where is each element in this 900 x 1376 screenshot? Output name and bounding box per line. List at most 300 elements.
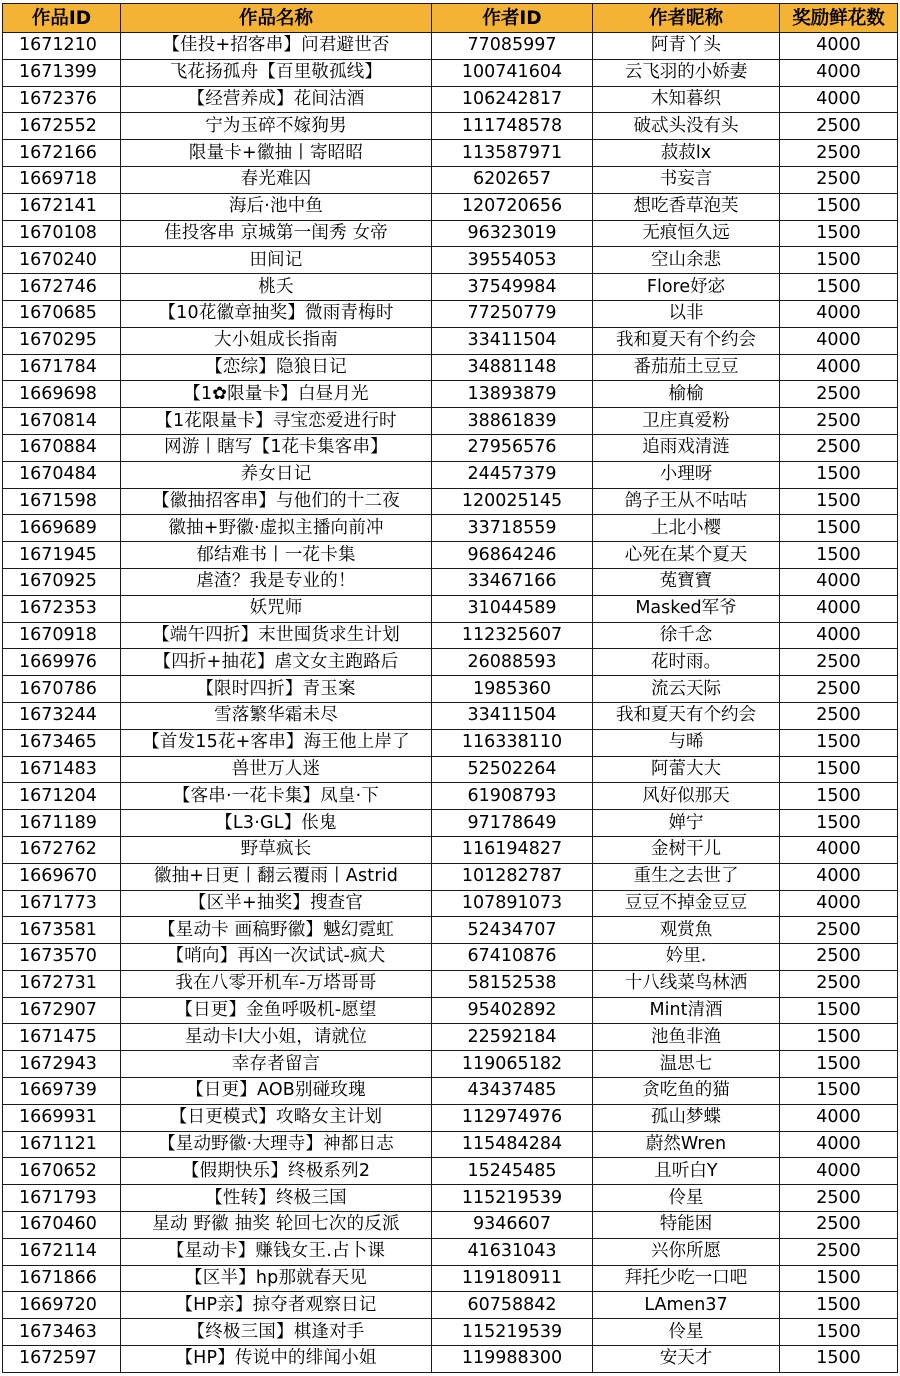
reward-cell: 4000 xyxy=(780,836,898,863)
reward-cell: 1500 xyxy=(780,1024,898,1051)
reward-cell: 2500 xyxy=(780,1238,898,1265)
reward-cell: 4000 xyxy=(780,354,898,381)
author-name-cell: 且听白Y xyxy=(593,1158,780,1185)
work-id-cell: 1671399 xyxy=(3,59,121,86)
author-id-cell: 106242817 xyxy=(432,86,593,113)
table-row xyxy=(3,1131,898,1158)
author-name-cell: 阿青丫头 xyxy=(593,33,780,60)
reward-cell: 1500 xyxy=(780,542,898,569)
work-title-cell: 网游丨瞎写【1花卡集客串】 xyxy=(121,434,432,461)
work-title-cell: 【日更】AOB别碰玫瑰 xyxy=(121,1078,432,1105)
work-title-cell: 虐渣？我是专业的！ xyxy=(121,568,432,595)
author-name-cell: 追雨戏清涟 xyxy=(593,434,780,461)
work-id-cell: 1672597 xyxy=(3,1346,121,1373)
table-row xyxy=(3,1212,898,1239)
work-id-cell: 1669931 xyxy=(3,1104,121,1131)
reward-table xyxy=(2,3,898,1373)
work-id-cell: 1671204 xyxy=(3,783,121,810)
table-row xyxy=(3,59,898,86)
author-name-cell: 无痕恒久远 xyxy=(593,220,780,247)
work-id-cell: 1670295 xyxy=(3,327,121,354)
author-name-cell: 伶星 xyxy=(593,1185,780,1212)
table-header xyxy=(3,4,898,33)
reward-cell: 1500 xyxy=(780,220,898,247)
table-row xyxy=(3,381,898,408)
reward-cell: 4000 xyxy=(780,59,898,86)
work-title-cell: 大小姐成长指南 xyxy=(121,327,432,354)
reward-cell: 4000 xyxy=(780,327,898,354)
reward-cell: 4000 xyxy=(780,300,898,327)
work-title-cell: 徽抽+日更丨翻云覆雨丨Astrid xyxy=(121,863,432,890)
work-title-cell: 桃夭 xyxy=(121,274,432,301)
table-row xyxy=(3,863,898,890)
reward-cell: 2500 xyxy=(780,434,898,461)
table-row xyxy=(3,1024,898,1051)
reward-cell: 2500 xyxy=(780,917,898,944)
work-id-cell: 1670652 xyxy=(3,1158,121,1185)
reward-cell: 4000 xyxy=(780,1104,898,1131)
author-name-cell: 特能困 xyxy=(593,1212,780,1239)
author-name-cell: 云飞羽的小娇妻 xyxy=(593,59,780,86)
author-name-cell: 我和夏天有个约会 xyxy=(593,327,780,354)
table-row xyxy=(3,408,898,435)
work-title-cell: 【区半】hp那就春天见 xyxy=(121,1265,432,1292)
reward-cell: 2500 xyxy=(780,1185,898,1212)
table-row xyxy=(3,595,898,622)
table-row xyxy=(3,1292,898,1319)
work-id-cell: 1672907 xyxy=(3,997,121,1024)
reward-cell: 1500 xyxy=(780,247,898,274)
table-row xyxy=(3,33,898,60)
author-name-cell: 榆榆 xyxy=(593,381,780,408)
reward-cell: 2500 xyxy=(780,702,898,729)
author-id-cell: 119988300 xyxy=(432,1346,593,1373)
work-title-cell: 【星动卡】赚钱女王.占卜课 xyxy=(121,1238,432,1265)
work-title-cell: 田间记 xyxy=(121,247,432,274)
work-id-cell: 1671773 xyxy=(3,890,121,917)
work-title-cell: 妖咒师 xyxy=(121,595,432,622)
author-id-cell: 116194827 xyxy=(432,836,593,863)
author-name-cell: 鸽子王从不咕咕 xyxy=(593,488,780,515)
author-name-cell: Mint清酒 xyxy=(593,997,780,1024)
author-name-cell: Flore妤宓 xyxy=(593,274,780,301)
reward-cell: 1500 xyxy=(780,515,898,542)
table-row xyxy=(3,997,898,1024)
work-id-cell: 1671121 xyxy=(3,1131,121,1158)
author-id-cell: 33411504 xyxy=(432,702,593,729)
author-name-cell: 妗里. xyxy=(593,944,780,971)
table-row xyxy=(3,166,898,193)
work-title-cell: 【HP亲】掠夺者观察日记 xyxy=(121,1292,432,1319)
author-id-cell: 43437485 xyxy=(432,1078,593,1105)
table-row xyxy=(3,702,898,729)
work-id-cell: 1669976 xyxy=(3,649,121,676)
table-row xyxy=(3,542,898,569)
reward-cell: 1500 xyxy=(780,1078,898,1105)
work-title-cell: 【佳投+招客串】问君避世否 xyxy=(121,33,432,60)
work-id-cell: 1671475 xyxy=(3,1024,121,1051)
table-row xyxy=(3,836,898,863)
work-id-cell: 1669698 xyxy=(3,381,121,408)
work-id-cell: 1670240 xyxy=(3,247,121,274)
work-id-cell: 1670786 xyxy=(3,676,121,703)
work-title-cell: 【恋综】隐狼日记 xyxy=(121,354,432,381)
reward-cell: 1500 xyxy=(780,274,898,301)
table-row xyxy=(3,783,898,810)
work-title-cell: 春光难囚 xyxy=(121,166,432,193)
table-row xyxy=(3,568,898,595)
author-name-cell: 重生之去世了 xyxy=(593,863,780,890)
work-id-cell: 1673570 xyxy=(3,944,121,971)
work-title-cell: 【日更】金鱼呼吸机-愿望 xyxy=(121,997,432,1024)
work-id-cell: 1672376 xyxy=(3,86,121,113)
author-name-cell: 蔚然Wren xyxy=(593,1131,780,1158)
author-id-cell: 15245485 xyxy=(432,1158,593,1185)
author-name-cell: 书妄言 xyxy=(593,166,780,193)
work-title-cell: 【限时四折】青玉案 xyxy=(121,676,432,703)
author-name-cell: 小理呀 xyxy=(593,461,780,488)
reward-cell: 4000 xyxy=(780,1158,898,1185)
work-title-cell: 【哨向】再凶一次试试-疯犬 xyxy=(121,944,432,971)
work-title-cell: 【L3·GL】伥鬼 xyxy=(121,810,432,837)
author-name-cell: 安天才 xyxy=(593,1346,780,1373)
table-row xyxy=(3,649,898,676)
author-name-cell: 空山余悲 xyxy=(593,247,780,274)
author-id-cell: 96323019 xyxy=(432,220,593,247)
author-id-cell: 27956576 xyxy=(432,434,593,461)
author-id-cell: 100741604 xyxy=(432,59,593,86)
work-id-cell: 1671483 xyxy=(3,756,121,783)
reward-cell: 2500 xyxy=(780,970,898,997)
table-row xyxy=(3,247,898,274)
table-row xyxy=(3,676,898,703)
author-id-cell: 77250779 xyxy=(432,300,593,327)
table-row xyxy=(3,1051,898,1078)
author-name-cell: 兴你所愿 xyxy=(593,1238,780,1265)
work-id-cell: 1672762 xyxy=(3,836,121,863)
reward-cell: 1500 xyxy=(780,461,898,488)
reward-cell: 1500 xyxy=(780,783,898,810)
work-title-cell: 【日更模式】攻略女主计划 xyxy=(121,1104,432,1131)
work-title-cell: 【端午四折】末世囤货求生计划 xyxy=(121,622,432,649)
author-id-cell: 26088593 xyxy=(432,649,593,676)
author-id-cell: 119065182 xyxy=(432,1051,593,1078)
table-row xyxy=(3,300,898,327)
work-title-cell: 郁结难书丨一花卡集 xyxy=(121,542,432,569)
reward-cell: 2500 xyxy=(780,381,898,408)
table-row xyxy=(3,434,898,461)
author-name-cell: 十八线菜鸟林洒 xyxy=(593,970,780,997)
reward-cell: 1500 xyxy=(780,1292,898,1319)
author-id-cell: 101282787 xyxy=(432,863,593,890)
work-id-cell: 1671945 xyxy=(3,542,121,569)
author-name-cell: Masked军爷 xyxy=(593,595,780,622)
author-id-cell: 116338110 xyxy=(432,729,593,756)
work-id-cell: 1671598 xyxy=(3,488,121,515)
work-id-cell: 1670884 xyxy=(3,434,121,461)
reward-cell: 1500 xyxy=(780,1346,898,1373)
work-id-cell: 1672943 xyxy=(3,1051,121,1078)
author-id-cell: 115484284 xyxy=(432,1131,593,1158)
table-row xyxy=(3,1346,898,1373)
author-id-cell: 33718559 xyxy=(432,515,593,542)
reward-cell: 4000 xyxy=(780,595,898,622)
work-title-cell: 【终极三国】棋逢对手 xyxy=(121,1319,432,1346)
author-name-cell: 卫庄真爱粉 xyxy=(593,408,780,435)
table-row xyxy=(3,622,898,649)
work-title-cell: 【四折+抽花】虐文女主跑路后 xyxy=(121,649,432,676)
author-name-cell: 池鱼非渔 xyxy=(593,1024,780,1051)
work-id-cell: 1670685 xyxy=(3,300,121,327)
author-id-cell: 61908793 xyxy=(432,783,593,810)
work-id-cell: 1671866 xyxy=(3,1265,121,1292)
table-row xyxy=(3,354,898,381)
author-id-cell: 9346607 xyxy=(432,1212,593,1239)
work-title-cell: 【区半+抽奖】搜查官 xyxy=(121,890,432,917)
work-title-cell: 我在八零开机车-万塔哥哥 xyxy=(121,970,432,997)
table-row xyxy=(3,140,898,167)
author-id-cell: 120025145 xyxy=(432,488,593,515)
author-id-cell: 107891073 xyxy=(432,890,593,917)
work-id-cell: 1672731 xyxy=(3,970,121,997)
work-title-cell: 【经营养成】花间沽酒 xyxy=(121,86,432,113)
table-row xyxy=(3,944,898,971)
author-id-cell: 33411504 xyxy=(432,327,593,354)
reward-cell: 1500 xyxy=(780,756,898,783)
work-title-cell: 野草疯长 xyxy=(121,836,432,863)
table-row xyxy=(3,1265,898,1292)
table-body xyxy=(3,33,898,1373)
header-work-id: 作品ID xyxy=(3,4,121,33)
work-title-cell: 兽世万人迷 xyxy=(121,756,432,783)
work-title-cell: 星动卡l大小姐，请就位 xyxy=(121,1024,432,1051)
author-id-cell: 31044589 xyxy=(432,595,593,622)
work-id-cell: 1669718 xyxy=(3,166,121,193)
work-id-cell: 1670918 xyxy=(3,622,121,649)
work-title-cell: 【性转】终极三国 xyxy=(121,1185,432,1212)
table-row xyxy=(3,488,898,515)
work-title-cell: 宁为玉碎不嫁狗男 xyxy=(121,113,432,140)
author-name-cell: 拜托少吃一口吧 xyxy=(593,1265,780,1292)
table-row xyxy=(3,327,898,354)
author-id-cell: 95402892 xyxy=(432,997,593,1024)
work-title-cell: 【1✿限量卡】白昼月光 xyxy=(121,381,432,408)
author-name-cell: 想吃香草泡芙 xyxy=(593,193,780,220)
work-id-cell: 1672141 xyxy=(3,193,121,220)
table-row xyxy=(3,970,898,997)
author-id-cell: 34881148 xyxy=(432,354,593,381)
table-row xyxy=(3,1104,898,1131)
author-id-cell: 13893879 xyxy=(432,381,593,408)
author-name-cell: 与晞 xyxy=(593,729,780,756)
author-id-cell: 41631043 xyxy=(432,1238,593,1265)
reward-cell: 1500 xyxy=(780,193,898,220)
author-id-cell: 119180911 xyxy=(432,1265,593,1292)
author-name-cell: 伶星 xyxy=(593,1319,780,1346)
work-id-cell: 1671189 xyxy=(3,810,121,837)
table-row xyxy=(3,461,898,488)
work-id-cell: 1672552 xyxy=(3,113,121,140)
work-id-cell: 1669720 xyxy=(3,1292,121,1319)
author-name-cell: 孤山梦蝶 xyxy=(593,1104,780,1131)
author-name-cell: 婵宁 xyxy=(593,810,780,837)
work-id-cell: 1670814 xyxy=(3,408,121,435)
author-id-cell: 6202657 xyxy=(432,166,593,193)
work-id-cell: 1672114 xyxy=(3,1238,121,1265)
reward-cell: 1500 xyxy=(780,1265,898,1292)
work-title-cell: 【假期快乐】终极系列2 xyxy=(121,1158,432,1185)
table-row xyxy=(3,1078,898,1105)
work-id-cell: 1670108 xyxy=(3,220,121,247)
work-id-cell: 1671210 xyxy=(3,33,121,60)
author-id-cell: 52434707 xyxy=(432,917,593,944)
table-row xyxy=(3,1158,898,1185)
table-row xyxy=(3,1238,898,1265)
author-id-cell: 58152538 xyxy=(432,970,593,997)
table-row xyxy=(3,86,898,113)
table-row xyxy=(3,917,898,944)
reward-cell: 1500 xyxy=(780,729,898,756)
author-id-cell: 1985360 xyxy=(432,676,593,703)
author-id-cell: 52502264 xyxy=(432,756,593,783)
author-name-cell: 心死在某个夏天 xyxy=(593,542,780,569)
work-title-cell: 【徽抽招客串】与他们的十二夜 xyxy=(121,488,432,515)
work-id-cell: 1673581 xyxy=(3,917,121,944)
author-id-cell: 96864246 xyxy=(432,542,593,569)
author-name-cell: 木知暮织 xyxy=(593,86,780,113)
author-name-cell: 贪吃鱼的猫 xyxy=(593,1078,780,1105)
reward-cell: 4000 xyxy=(780,622,898,649)
author-id-cell: 37549984 xyxy=(432,274,593,301)
header-work-title: 作品名称 xyxy=(121,4,432,33)
author-name-cell: 菟寶寶 xyxy=(593,568,780,595)
work-title-cell: 雪落繁华霜未尽 xyxy=(121,702,432,729)
work-title-cell: 飞花扬孤舟【百里敬孤线】 xyxy=(121,59,432,86)
work-id-cell: 1670925 xyxy=(3,568,121,595)
work-id-cell: 1673244 xyxy=(3,702,121,729)
author-name-cell: 我和夏天有个约会 xyxy=(593,702,780,729)
author-name-cell: 风好似那天 xyxy=(593,783,780,810)
reward-cell: 4000 xyxy=(780,86,898,113)
author-name-cell: 破忒头没有头 xyxy=(593,113,780,140)
work-id-cell: 1669689 xyxy=(3,515,121,542)
reward-cell: 2500 xyxy=(780,140,898,167)
reward-cell: 2500 xyxy=(780,408,898,435)
author-id-cell: 38861839 xyxy=(432,408,593,435)
work-title-cell: 养女日记 xyxy=(121,461,432,488)
author-id-cell: 112974976 xyxy=(432,1104,593,1131)
header-author-name: 作者昵称 xyxy=(593,4,780,33)
author-name-cell: 徐千念 xyxy=(593,622,780,649)
work-id-cell: 1670460 xyxy=(3,1212,121,1239)
reward-cell: 4000 xyxy=(780,863,898,890)
work-title-cell: 徽抽+野徽·虚拟主播向前冲 xyxy=(121,515,432,542)
table-row xyxy=(3,756,898,783)
reward-cell: 2500 xyxy=(780,166,898,193)
reward-cell: 4000 xyxy=(780,33,898,60)
reward-cell: 2500 xyxy=(780,649,898,676)
work-title-cell: 【客串·一花卡集】凤皇·下 xyxy=(121,783,432,810)
work-id-cell: 1669670 xyxy=(3,863,121,890)
work-title-cell: 【星动卡 画稿野徽】魆幻霓虹 xyxy=(121,917,432,944)
work-title-cell: 限量卡+徽抽丨寄昭昭 xyxy=(121,140,432,167)
reward-cell: 4000 xyxy=(780,1131,898,1158)
work-title-cell: 【1花限量卡】寻宝恋爱进行时 xyxy=(121,408,432,435)
work-title-cell: 【10花徽章抽奖】微雨青梅时 xyxy=(121,300,432,327)
author-id-cell: 111748578 xyxy=(432,113,593,140)
author-name-cell: 流云天际 xyxy=(593,676,780,703)
work-id-cell: 1673465 xyxy=(3,729,121,756)
table-row xyxy=(3,1185,898,1212)
author-id-cell: 67410876 xyxy=(432,944,593,971)
reward-cell: 1500 xyxy=(780,997,898,1024)
table-row xyxy=(3,729,898,756)
work-title-cell: 幸存者留言 xyxy=(121,1051,432,1078)
author-id-cell: 77085997 xyxy=(432,33,593,60)
work-id-cell: 1671784 xyxy=(3,354,121,381)
work-title-cell: 佳投客串 京城第一闺秀 女帝 xyxy=(121,220,432,247)
reward-cell: 2500 xyxy=(780,113,898,140)
table-row xyxy=(3,515,898,542)
reward-cell: 2500 xyxy=(780,676,898,703)
author-name-cell: 以非 xyxy=(593,300,780,327)
author-id-cell: 24457379 xyxy=(432,461,593,488)
work-id-cell: 1669739 xyxy=(3,1078,121,1105)
reward-cell: 4000 xyxy=(780,890,898,917)
author-name-cell: 菽菽lx xyxy=(593,140,780,167)
author-name-cell: 上北小樱 xyxy=(593,515,780,542)
author-name-cell: 番茄茄土豆豆 xyxy=(593,354,780,381)
author-id-cell: 120720656 xyxy=(432,193,593,220)
reward-cell: 1500 xyxy=(780,488,898,515)
author-id-cell: 22592184 xyxy=(432,1024,593,1051)
header-row xyxy=(3,4,898,33)
work-title-cell: 海后·池中鱼 xyxy=(121,193,432,220)
author-name-cell: 花时雨。 xyxy=(593,649,780,676)
work-title-cell: 【星动野徽·大理寺】神都日志 xyxy=(121,1131,432,1158)
header-author-id: 作者ID xyxy=(432,4,593,33)
reward-cell: 2500 xyxy=(780,1212,898,1239)
work-id-cell: 1670484 xyxy=(3,461,121,488)
table-row xyxy=(3,1319,898,1346)
reward-cell: 4000 xyxy=(780,568,898,595)
table-row xyxy=(3,890,898,917)
work-id-cell: 1672746 xyxy=(3,274,121,301)
table-row xyxy=(3,193,898,220)
work-id-cell: 1672166 xyxy=(3,140,121,167)
author-name-cell: 金树干儿 xyxy=(593,836,780,863)
author-id-cell: 113587971 xyxy=(432,140,593,167)
work-id-cell: 1671793 xyxy=(3,1185,121,1212)
author-id-cell: 39554053 xyxy=(432,247,593,274)
reward-cell: 1500 xyxy=(780,810,898,837)
table-row xyxy=(3,220,898,247)
author-id-cell: 112325607 xyxy=(432,622,593,649)
author-id-cell: 115219539 xyxy=(432,1319,593,1346)
author-id-cell: 115219539 xyxy=(432,1185,593,1212)
work-id-cell: 1672353 xyxy=(3,595,121,622)
author-name-cell: LAmen37 xyxy=(593,1292,780,1319)
table-row xyxy=(3,810,898,837)
reward-cell: 1500 xyxy=(780,1319,898,1346)
reward-cell: 1500 xyxy=(780,1051,898,1078)
table-row xyxy=(3,274,898,301)
author-name-cell: 温思七 xyxy=(593,1051,780,1078)
work-id-cell: 1673463 xyxy=(3,1319,121,1346)
work-title-cell: 【HP】传说中的绯闻小姐 xyxy=(121,1346,432,1373)
author-id-cell: 60758842 xyxy=(432,1292,593,1319)
author-id-cell: 97178649 xyxy=(432,810,593,837)
